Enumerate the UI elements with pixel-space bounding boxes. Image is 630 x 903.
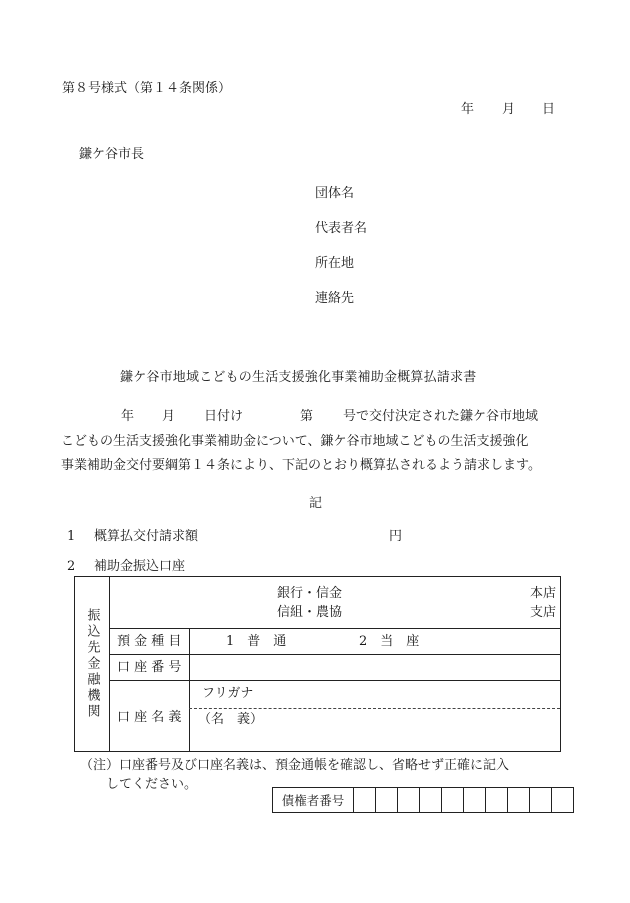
deposit-option-current: 2 当 座 — [359, 634, 420, 649]
creditor-number-cell[interactable] — [398, 788, 420, 812]
recipient: 鎌ケ谷市長 — [79, 147, 145, 162]
body-dai: 第 — [300, 409, 314, 424]
creditor-number-label: 債権者番号 — [273, 788, 354, 812]
bank-type-line1: 銀行・信金 — [277, 586, 343, 601]
table-divider — [109, 680, 560, 681]
deposit-option-ordinary: 1 普 通 — [226, 634, 287, 649]
item2-number: 2 — [67, 559, 76, 574]
creditor-number-box — [272, 787, 574, 813]
date-day-label: 日 — [542, 102, 556, 117]
creditor-number-cell[interactable] — [552, 788, 573, 812]
body-year: 年 — [121, 409, 135, 424]
creditor-number-cell[interactable] — [420, 788, 442, 812]
table-divider — [109, 628, 560, 629]
holder-name-label: （名 義） — [198, 712, 264, 727]
table-divider — [109, 654, 560, 655]
creditor-number-cell[interactable] — [376, 788, 398, 812]
note-line2: してください。 — [106, 777, 198, 792]
date-year-label: 年 — [461, 102, 475, 117]
item1-number: 1 — [67, 529, 76, 544]
applicant-contact-label: 連絡先 — [315, 291, 355, 306]
deposit-type-label: 預 金 種 目 — [117, 634, 182, 649]
bank-type-line2: 信組・農協 — [277, 605, 343, 620]
date-month-label: 月 — [502, 102, 516, 117]
branch-main: 本店 — [530, 586, 557, 601]
table-divider — [189, 628, 190, 751]
branch-sub: 支店 — [530, 605, 557, 620]
ki-heading: 記 — [309, 496, 323, 511]
account-name-label: 口 座 名 義 — [117, 710, 182, 725]
bank-side-label: 振込先金融機関 — [84, 608, 100, 720]
note-line1: （注）口座番号及び口座名義は、預金通帳を確認し、省略せず正確に記入 — [80, 758, 510, 773]
creditor-number-cell[interactable] — [530, 788, 552, 812]
table-dashed-divider — [189, 708, 560, 709]
item1-label: 概算払交付請求額 — [94, 529, 199, 544]
bank-side-label-cell — [75, 577, 109, 751]
form-number: 第８号様式（第１４条関係） — [62, 81, 232, 96]
furigana-label: フリガナ — [202, 686, 254, 701]
creditor-number-cell[interactable] — [464, 788, 486, 812]
creditor-number-cell[interactable] — [508, 788, 530, 812]
bank-account-table — [74, 576, 561, 752]
body-line2: こどもの生活支援強化事業補助金について、鎌ケ谷市地域こどもの生活支援強化 — [61, 434, 529, 449]
creditor-number-cell[interactable] — [442, 788, 464, 812]
document-title: 鎌ケ谷市地域こどもの生活支援強化事業補助金概算払請求書 — [120, 370, 477, 385]
applicant-group-name-label: 団体名 — [315, 186, 355, 201]
item2-label: 補助金振込口座 — [94, 559, 186, 574]
applicant-address-label: 所在地 — [315, 256, 355, 271]
body-line1-rest: 号で交付決定された鎌ケ谷市地域 — [343, 409, 539, 424]
body-dated: 日付け — [204, 409, 244, 424]
body-line3: 事業補助金交付要綱第１４条により、下記のとおり概算払されるよう請求します。 — [61, 458, 541, 473]
creditor-number-cell[interactable] — [486, 788, 508, 812]
account-number-label: 口 座 番 号 — [117, 660, 182, 675]
table-divider — [109, 577, 110, 751]
item1-unit: 円 — [389, 529, 403, 544]
body-month: 月 — [162, 409, 176, 424]
creditor-number-cell[interactable] — [354, 788, 376, 812]
applicant-representative-label: 代表者名 — [315, 221, 368, 236]
